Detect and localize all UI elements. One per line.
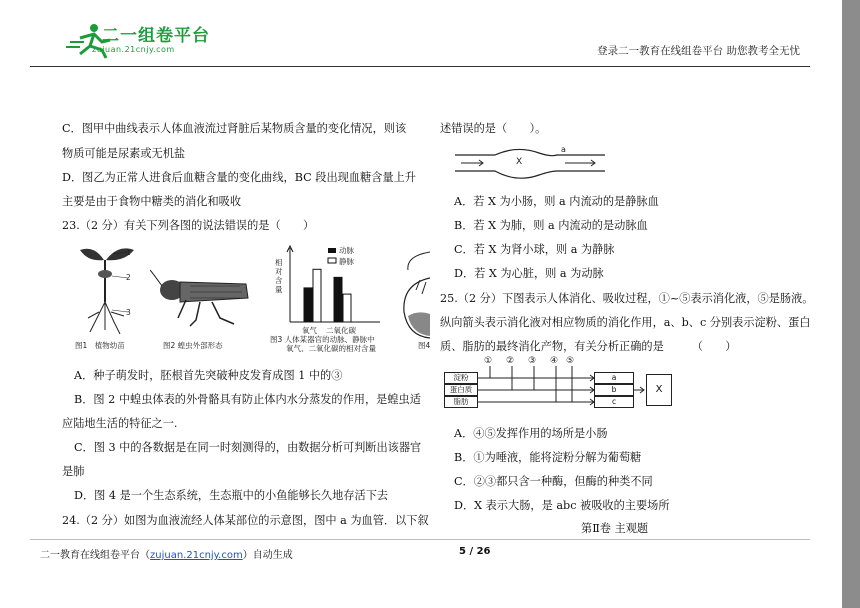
option-25-b: B．①为唾液，能将淀粉分解为葡萄糖	[454, 451, 642, 464]
fig25-x-box: X	[646, 374, 672, 406]
option-25-d: D．X 表示大肠，是 abc 被吸收的主要场所	[454, 499, 670, 512]
fig25-product-a: a	[594, 372, 634, 384]
section-title: 第Ⅱ卷 主观题	[581, 522, 649, 535]
fig25-num-5: ⑤	[566, 356, 575, 366]
fig2-caption: 图2 蝗虫外部形态	[163, 341, 223, 350]
fig24-blood-vessel-diagram	[455, 145, 605, 183]
fig25-num-1: ①	[484, 356, 493, 366]
option-c-prev-cont: 物质可能是尿素或无机盐	[62, 147, 186, 160]
fig3-legend-vein: 静脉	[339, 257, 354, 266]
option-23-a: A．种子萌发时，胚根首先突破种皮发育成图 1 中的③	[74, 369, 343, 382]
scrollbar[interactable]	[842, 0, 860, 608]
fig1-label-3: 3	[126, 308, 131, 317]
fig25-num-3: ③	[528, 356, 537, 366]
question-25-cont-2: 质、脂肪的最终消化产物，有关分析正确的是 （ ）	[440, 340, 737, 353]
option-24-d: D．若 X 为心脏，则 a 为动脉	[454, 267, 604, 280]
footer-divider	[30, 539, 810, 540]
fig4-caption: 图4	[418, 341, 431, 350]
fig3-bar-vein-0	[313, 269, 321, 322]
fig24-label-a: a	[561, 145, 566, 154]
footer-source	[40, 546, 293, 561]
fig25-row-protein: 蛋白质	[444, 384, 478, 396]
fig25-product-c: c	[594, 396, 634, 408]
fig1-label-1: 1	[126, 248, 131, 257]
question-23: 23.（2 分）有关下列各图的说法错误的是（ ）	[62, 219, 315, 232]
fig25-digestion-diagram	[444, 356, 684, 416]
fig3-caption-1: 图3 人体某器官的动脉、静脉中	[270, 335, 375, 344]
option-24-b: B．若 X 为肺，则 a 内流动的是动脉血	[454, 219, 648, 232]
page-number: 5 / 26	[459, 546, 491, 557]
logo-subtext: zujuan.21cnjy.com	[92, 45, 175, 54]
fig1-caption: 图1 植物幼苗	[75, 341, 125, 350]
fig3-bar-artery-1	[334, 277, 342, 322]
fig3-bar-vein-1	[343, 294, 351, 322]
footer-suffix: ）自动生成	[242, 550, 293, 561]
fig3-xlabel-co2: 二氧化碳	[326, 326, 356, 335]
logo-text: 二一组卷平台	[102, 26, 210, 46]
option-25-c: C．②③都只含一种酶，但酶的种类不同	[454, 475, 653, 488]
fig3-bar-chart	[268, 244, 388, 332]
option-24-c: C．若 X 为肾小球，则 a 为静脉	[454, 243, 615, 256]
footer-prefix: 二一教育在线组卷平台（	[40, 550, 150, 561]
option-23-b-cont: 应陆地生活的特征之一.	[62, 417, 178, 430]
fig25-row-fat: 脂肪	[444, 396, 478, 408]
fig25-num-4: ④	[550, 356, 559, 366]
option-25-a: A．④⑤发挥作用的场所是小肠	[454, 427, 608, 440]
option-24-a: A．若 X 为小肠，则 a 内流动的是静脉血	[454, 195, 659, 208]
fig3-bar-artery-0	[304, 288, 312, 322]
fig1-seedling-image	[66, 240, 146, 340]
option-23-b: B．图 2 中蝗虫体表的外骨骼具有防止体内水分蒸发的作用，是蝗虫适	[74, 393, 421, 406]
fig1-label-2: 2	[126, 273, 131, 282]
fig4-eco-jar-image	[402, 250, 430, 342]
fig3-ylabel: 相对含量	[275, 258, 283, 294]
right-column	[430, 0, 842, 608]
option-23-c: C．图 3 中的各数据是在同一时刻测得的，由数据分析可判断出该器官	[74, 441, 422, 454]
fig3-legend-artery: 动脉	[339, 246, 354, 255]
fig25-num-2: ②	[506, 356, 515, 366]
footer-link[interactable]: zujuan.21cnjy.com	[150, 550, 243, 561]
fig24-label-x: X	[516, 157, 523, 167]
fig25-product-b: b	[594, 384, 634, 396]
question-25: 25.（2 分）下图表示人体消化、吸收过程，①~⑤表示消化液，⑤是肠液。	[440, 292, 814, 305]
fig3-caption-2: 氧气、二氧化碳的相对含量	[286, 344, 376, 353]
option-23-d: D．图 4 是一个生态系统，生态瓶中的小鱼能够长久地存活下去	[74, 489, 389, 502]
fig2-locust-image	[150, 268, 255, 328]
option-d-prev-cont: 主要是由于食物中糖类的消化和吸收	[62, 195, 242, 208]
fig3-xlabel-oxygen: 氧气	[302, 326, 317, 335]
option-c-prev: C．图甲中曲线表示人体血液流过肾脏后某物质含量的变化情况，则该	[62, 122, 407, 135]
question-24: 24.（2 分）如图为血液流经人体某部位的示意图，图中 a 为血管．以下叙	[62, 514, 429, 527]
option-d-prev: D．图乙为正常人进食后血糖含量的变化曲线，BC 段出现血糖含量上升	[62, 171, 416, 184]
option-23-c-cont: 是肺	[62, 465, 85, 478]
question-24-cont: 述错误的是（ ）。	[440, 122, 547, 135]
question-25-cont-1: 纵向箭头表示消化液对相应物质的消化作用，a、b、c 分别表示淀粉、蛋白	[440, 316, 811, 329]
fig25-row-starch: 淀粉	[444, 372, 478, 384]
header-slogan[interactable]: 登录二一教育在线组卷平台 助您教考全无忧	[597, 45, 800, 57]
